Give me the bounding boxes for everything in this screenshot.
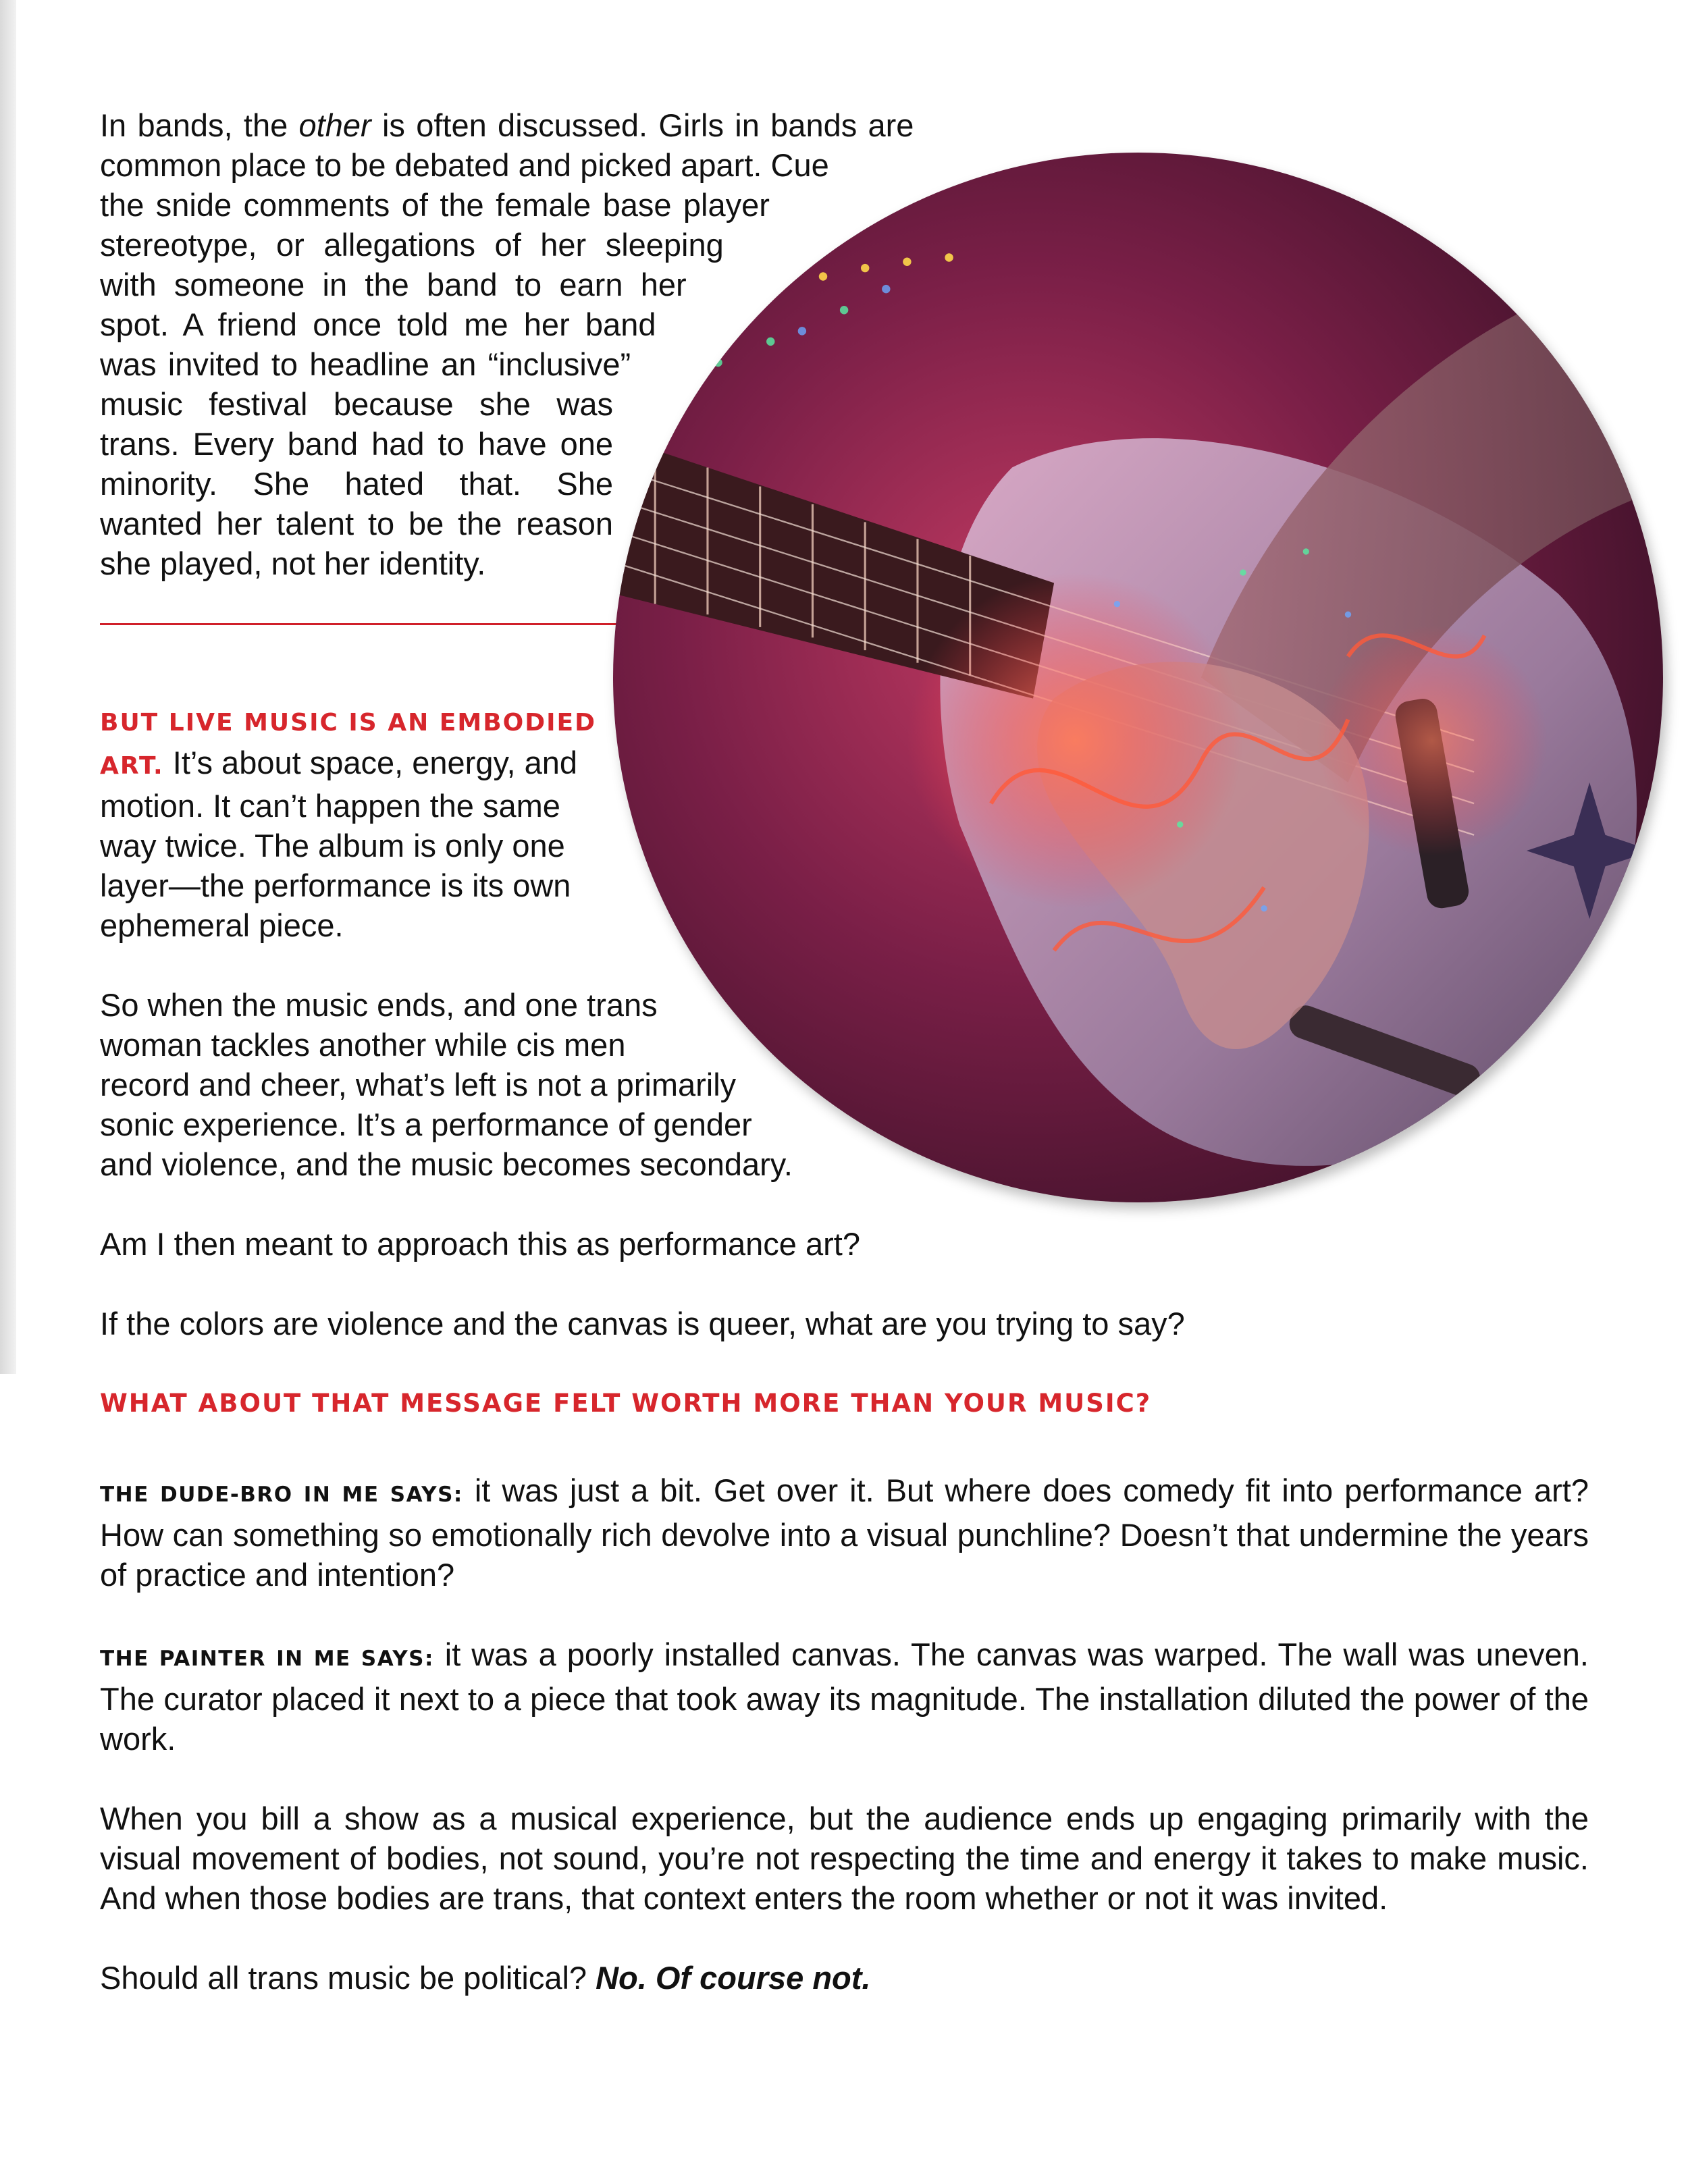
painter-text: it was a poorly installed canvas. The canvas was warped. The wall was uneven. The curator placed it next to a piece that took away its magnitude. The installation diluted the power of the work. (100, 1636, 1589, 1757)
aftermath-paragraph: So when the music ends, and one trans woman tackles another while cis men record and cheer, what’s left is not a primarily sonic experience. It’s a performance of gender and violence, and the music becomes secondary. (100, 987, 793, 1182)
closing-question: Should all trans music be political? (100, 1960, 596, 1996)
page-gutter-shadow (0, 0, 16, 1374)
red-divider-rule (100, 623, 629, 625)
guitar-photo-illustration (613, 153, 1663, 1202)
embodied-lead-in: BUT LIVE MUSIC IS AN EMBODIED ART. (100, 709, 597, 780)
painter-paragraph (100, 1634, 1589, 1759)
closing-answer: No. Of course not. (596, 1960, 871, 1996)
article-page (100, 105, 1589, 2037)
bill-show-paragraph: When you bill a show as a musical experience, but the audience ends up engaging primarily with the visual movement of bodies, not sound, you’re not respecting the time and energy it takes to make music. And when those bodies are trans, that context enters the room whether or not it was invited. (100, 1801, 1589, 1916)
intro-text-start: In bands, the (100, 107, 299, 143)
section-heading: WHAT ABOUT THAT MESSAGE FELT WORTH MORE THAN YOUR MUSIC? (100, 1389, 1152, 1418)
closing-paragraph (100, 1958, 1589, 1998)
intro-text-rest: is often discussed. Girls in bands are common place to be debated and picked apart. Cue the snide comments of the female base player stereotype, or allegations of her sleeping with someone in the band to earn her spot. A friend once told me her band was invited to headline an “inclusive” music festival because she was trans. Every band had to have one minority. She hated that. She wanted her talent to be the reason she played, not her identity. (100, 107, 914, 581)
dudebro-label: THE DUDE-BRO IN ME SAYS: (100, 1483, 463, 1507)
performance-art-question: Am I then meant to approach this as performance art? (100, 1226, 860, 1262)
canvas-question: If the colors are violence and the canvas is queer, what are you trying to say? (100, 1306, 1185, 1341)
embodied-text: It’s about space, energy, and motion. It can’t happen the same way twice. The album is only one layer—the performance is its own ephemeral piece. (100, 745, 578, 943)
painter-label: THE PAINTER IN ME SAYS: (100, 1647, 434, 1671)
dudebro-text: it was just a bit. Get over it. But where does comedy fit into performance art? How can something so emotionally rich devolve into a visual punchline? Doesn’t that undermine the years of practice and intention? (100, 1472, 1589, 1593)
dudebro-paragraph (100, 1470, 1589, 1595)
guitar-photo (613, 153, 1663, 1202)
intro-emphasis: other (298, 107, 371, 143)
